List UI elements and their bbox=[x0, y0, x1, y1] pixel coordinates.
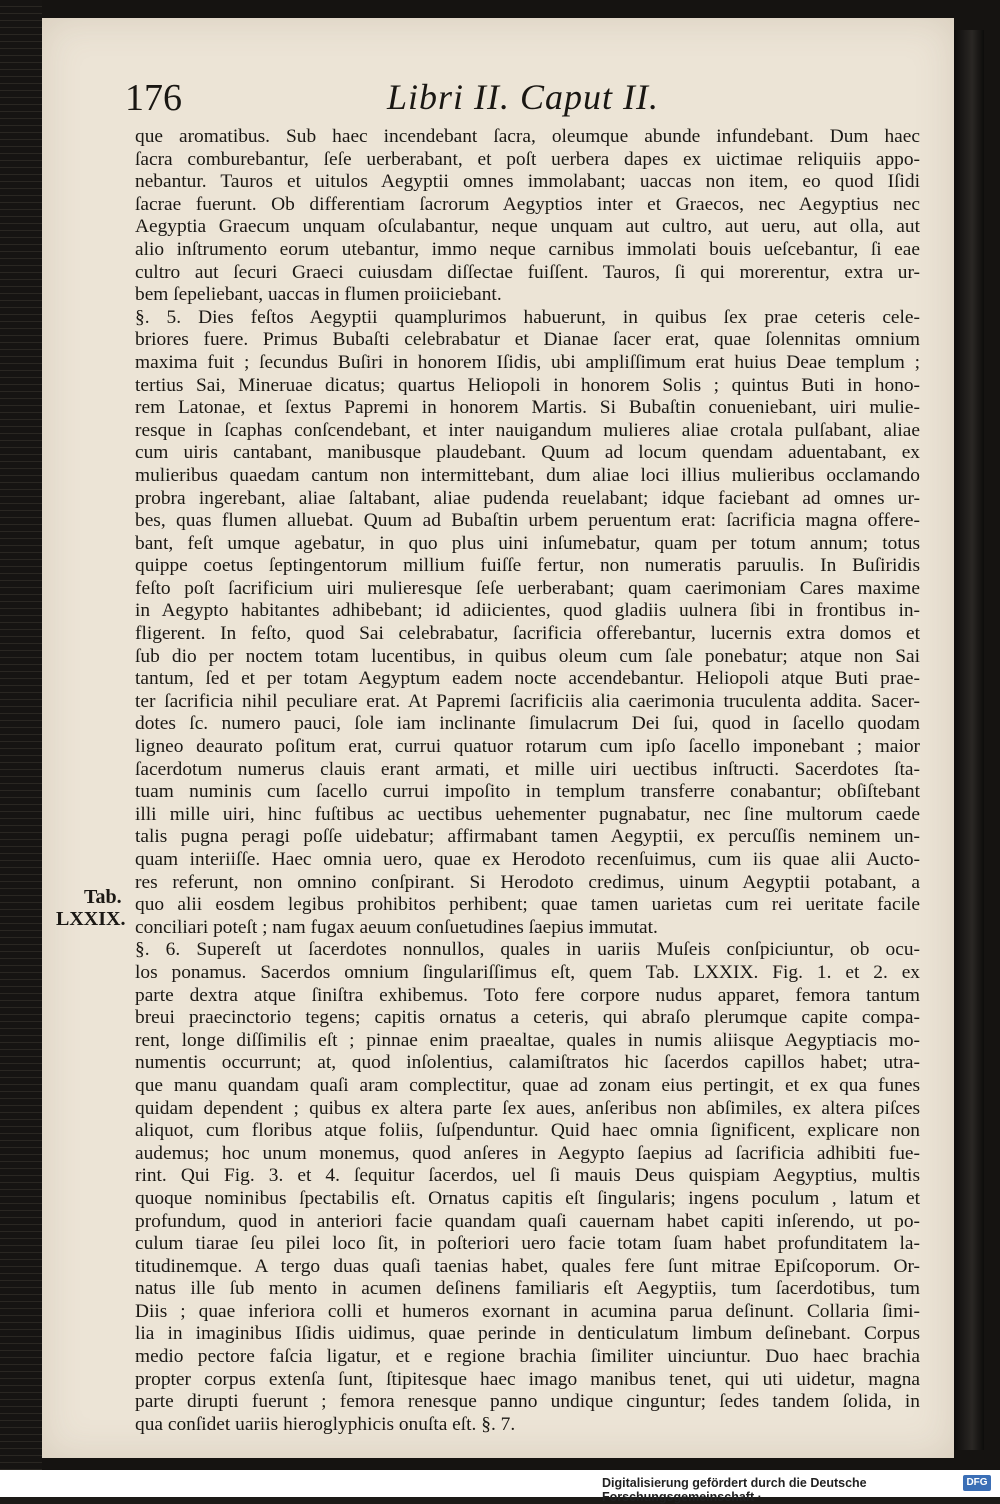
text-line: talis pugna peragi poſſe uidebatur; affirmabant tamen Aegyptii, ex percuſſis neminem un- bbox=[135, 826, 920, 848]
text-line: probra ingerebant, aliae ſaltabant, aliae pudenda reuelabant; idque faciebant ad omnes ur- bbox=[135, 487, 920, 509]
text-line: cultro aut ſecuri Graeci cuiusdam diſſectae fuiſſent. Tauros, ſi qui morerentur, extra ur- bbox=[135, 261, 920, 283]
body-text bbox=[135, 126, 920, 1436]
text-line: quo alii eosdem legibus prohibitos perhibent; quae tamen uarietas cum rei ueritate facile bbox=[135, 894, 920, 916]
text-line: conciliari poteſt ; nam fugax aeuum conſuetudines ſaepius immutat. bbox=[135, 916, 658, 938]
text-line: qua conſidet uariis hieroglyphicis onuſta eſt. §. 7. bbox=[135, 1413, 516, 1435]
text-line: parte dextra atque ſiniſtra exhibemus. Toto fere corpore nudus apparet, femora tantum bbox=[135, 984, 920, 1006]
text-line: Aegyptia Graecum unquam oſculabantur, neque unquam aut cultro, aut ueru, aut olla, aut bbox=[135, 216, 920, 238]
page-header bbox=[105, 70, 905, 126]
footer-bar bbox=[0, 1470, 1000, 1504]
dfg-logo-icon: DFG bbox=[963, 1475, 991, 1491]
margin-note bbox=[56, 886, 125, 930]
margin-note-plate-number: LXXIX. bbox=[56, 908, 126, 930]
margin-note-tab: Tab. bbox=[84, 886, 122, 908]
text-line: culum tiarae ſeu pilei loco ſit, in poſteriori uero facie totam ſuam habet profunditatem la- bbox=[135, 1233, 920, 1255]
text-line: profundum, quod in anteriori facie quandam quaſi cauernam habet capiti inſerendo, ut po- bbox=[135, 1210, 920, 1232]
text-line: los ponamus. Sacerdos omnium ſingulariſſimus eſt, quem Tab. LXXIX. Fig. 1. et 2. ex bbox=[135, 961, 920, 983]
text-line: dotes ſc. numero pauci, ſole iam inclinante ſimulacrum Dei ſui, quod in ſacello quodam bbox=[135, 713, 920, 735]
footer-credit: Digitalisierung gefördert durch die Deutsche Forschungsgemeinschaft · bbox=[602, 1476, 867, 1504]
text-line: in Aegypto habitantes adhibebant; id adiicientes, quod gladiis uulnera ſibi in frontibus in- bbox=[135, 600, 920, 622]
text-line: quippe coetus ſeptingentorum millium fuiſſe fertur, non numeratis paruulis. In Buſiridis bbox=[135, 555, 920, 577]
text-line: fligerent. In feſto, quod Sai celebrabatur, ſacrificia offerebantur, lucernis extra domos et bbox=[135, 623, 920, 645]
text-line: rem Latonae, et ſextus Papremi in honorem Martis. Si Bubaſtin conueniebant, uiri mulie- bbox=[135, 397, 920, 419]
text-line: lia in imaginibus Iſidis uidimus, quae perinde in denticulatum limbum deſinebant. Corpus bbox=[135, 1323, 920, 1345]
text-line: illi mille uiri, hinc fuſtibus ac uectibus uehementer pugnabatur, nec ſine multorum caede bbox=[135, 803, 920, 825]
text-line: breui praecinctorio tegens; capitis ornatus a ceteris, qui abraſo plerumque capite compa- bbox=[135, 1007, 920, 1029]
text-line: nebantur. Tauros et uitulos Aegyptii omnes immolabant; uaccas non item, eo quod Iſidi bbox=[135, 171, 920, 193]
text-line: propter corpus extenſa ſunt, ſtipitesque haec imago manibus tenet, qui uti uidetur, magna bbox=[135, 1368, 920, 1390]
text-line: Diis ; quae inferiora colli et humeros exornant in acumina parua deſinunt. Collaria ſimi- bbox=[135, 1300, 920, 1322]
text-line: §. 5. Dies feſtos Aegyptii quamplurimos habuerunt, in quibus ſex prae ceteris cele- bbox=[135, 306, 920, 328]
text-line: ſacrae fuerunt. Ob differentiam ſacrorum Aegyptios inter et Graecos, nec Aegyptius nec bbox=[135, 193, 920, 215]
text-line: bes, quas flumen alluebat. Quum ad Bubaſtin urbem peruentum erat: ſacrificia magna offere- bbox=[135, 510, 920, 532]
text-line: res referunt, non omnino conſpirant. Si Herodoto credimus, uinum Aegyptii potabant, a bbox=[135, 871, 920, 893]
text-line: bant, feſt umque agebatur, in quo plus uini inſumebatur, quam per totum annum; totus bbox=[135, 532, 920, 554]
scan-left-margin bbox=[0, 0, 42, 1470]
text-line: ſacerdotum numerus clauis erant armati, et mille uiri uectibus inſtructi. Sacerdotes ſta- bbox=[135, 758, 920, 780]
text-line: titudinemque. A tergo duas quaſi taenias habet, quales fere ſunt mitrae Epiſcoporum. Or- bbox=[135, 1255, 920, 1277]
text-line: natus ille ſub mento in acumen deſinens familiaris eſt Aegyptiis, tum ſacerdotibus, tum bbox=[135, 1278, 920, 1300]
text-line: tuam numinis cum ſacello currui impoſito in templum transferre conabantur; obſiſtebant bbox=[135, 781, 920, 803]
text-line: ter ſacrificia nihil peculiare erat. At Papremi ſacrificiis alia caerimonia truculenta addita. Sacer- bbox=[135, 690, 920, 712]
text-line: aliquot, cum floribus atque foliis, ſuſpenduntur. Quid haec omnia ſignificent, explicare non bbox=[135, 1120, 920, 1142]
text-line: audemus; hoc unum monemus, quod anſeres in Aegypto ſaepius ad ſacrificia adhibiti fue- bbox=[135, 1142, 920, 1164]
text-line: medio pectore faſcia ligatur, et e regione brachia ſimiliter uinciuntur. Duo haec brachia bbox=[135, 1346, 920, 1368]
text-line: rent, longe diſſimilis eſt ; pinnae enim praealtae, quales in numis aliisque Aegyptiacis mo- bbox=[135, 1029, 920, 1051]
text-line: ſub dio per noctem totam lucentibus, in quibus oleum cum ſale ponebatur; atque non Sai bbox=[135, 645, 920, 667]
text-line: resque in ſcaphas conſcendebant, et inter nauigandum mulieres aliae crotala pulſabant, aliae bbox=[135, 419, 920, 441]
text-line: feſto poſt ſacrificium uiri mulieresque ſeſe uerberabant; quam caerimoniam Cares maxime bbox=[135, 577, 920, 599]
book-spine-edge bbox=[954, 30, 984, 1450]
text-line: tantum, ſed et per totam Aegyptum eadem nocte accendebantur. Heliopoli atque Buti prae- bbox=[135, 668, 920, 690]
text-line: cum uiris cantabant, manibusque plaudebant. Quum ad locum quendam aduentabant, ex bbox=[135, 442, 920, 464]
text-line: que manu quandam quaſi aram complectitur, quae ad zonam eius pertingit, et ex qua funes bbox=[135, 1074, 920, 1096]
text-line: quoque nominibus ſpectabilis eſt. Ornatus capitis eſt ſingularis; ingens poculum , latum et bbox=[135, 1187, 920, 1209]
text-line: mulieribus quaedam cantum non intermittebant, dum aliae loci illius mulieribus occlamando bbox=[135, 464, 920, 486]
text-line: §. 6. Supereſt ut ſacerdotes nonnullos, quales in uariis Muſeis conſpiciuntur, ob ocu- bbox=[135, 939, 920, 961]
text-line: quidam dependent ; quibus ex altera parte ſex aues, anſeribus non abſimiles, ex altera piſces bbox=[135, 1097, 920, 1119]
text-line: ligneo deaurato poſitum erat, currui quatuor rotarum cum ipſo ſacello imponebant ; maior bbox=[135, 736, 920, 758]
text-line: quam interiiſſe. Haec omnia uero, quae ex Herodoto recenſuimus, cum iis quae alii Aucto- bbox=[135, 849, 920, 870]
text-line: numentis occurrunt; at, quod inſolentius, calamiſtratos hic ſacerdos capillos habet; utra- bbox=[135, 1052, 920, 1074]
text-line: que aromatibus. Sub haec incendebant ſacra, oleumque abunde infundebant. Dum haec bbox=[135, 126, 920, 147]
text-line: rint. Qui Fig. 3. et 4. ſequitur ſacerdos, uel ſi mauis Deus quispiam Aegyptius, multis bbox=[135, 1165, 920, 1187]
text-line: ſacra comburebantur, ſeſe uerberabant, et poſt uerbera dapes ex uictimae reliquiis appo- bbox=[135, 148, 920, 170]
text-line: parte dirupti fuerunt ; femora renesque panno undique cinguntur; ſedes tandem ſolida, in bbox=[135, 1391, 920, 1413]
text-line: briores fuere. Primus Bubaſti celebrabatur et Dianae ſacer erat, quae ſolennitas omnium bbox=[135, 329, 920, 351]
text-line: bem ſepeliebant, uaccas in flumen proiiciebant. bbox=[135, 284, 502, 306]
running-head: Libri II. Caput II. bbox=[387, 77, 660, 117]
text-line: alio inſtrumento eorum utebantur, immo neque carnibus immolati bouis ueſcebantur, ſi eae bbox=[135, 238, 920, 260]
page-number: 176 bbox=[125, 77, 182, 119]
text-line: maxima fuit ; ſecundus Buſiri in honorem Iſidis, ubi ampliſſimum erat huius Deae templum ; bbox=[135, 351, 920, 373]
text-line: tertius Sai, Mineruae dicatus; quartus Heliopoli in honorem Solis ; quintus Buti in hono- bbox=[135, 374, 920, 396]
